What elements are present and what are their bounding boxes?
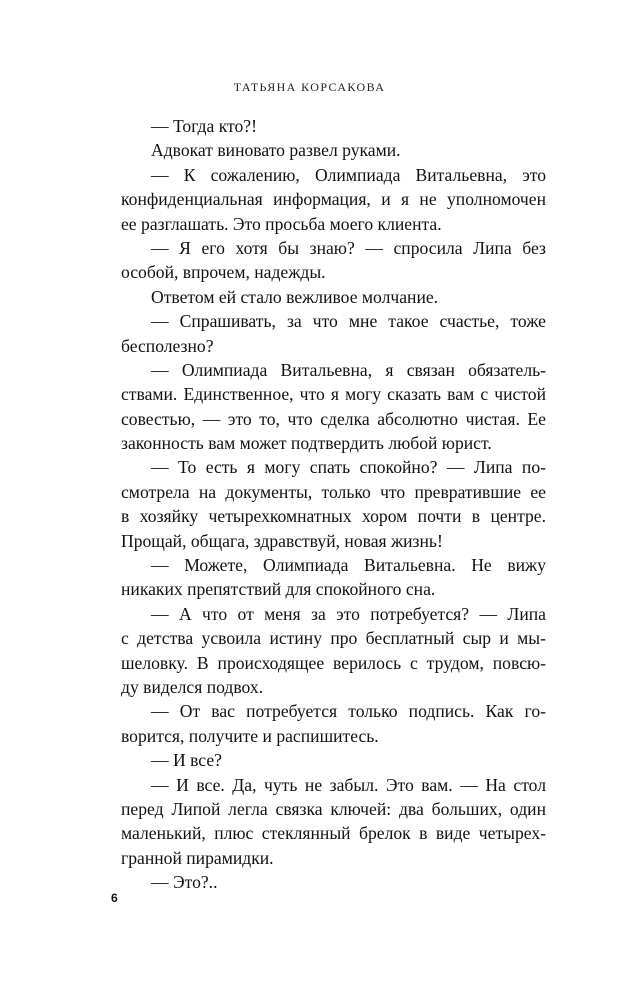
text-line: гранной пирамидки. [121, 847, 274, 868]
text-line: ду виделся подвох. [121, 676, 264, 697]
body-text [121, 114, 546, 895]
text-line: — Спрашивать, за что мне такое счастье, тоже [151, 311, 546, 332]
text-line: Ответом ей стало вежливое молчание. [151, 286, 439, 307]
text-line: — То есть я могу спать спокойно? — Липа по- [151, 457, 546, 478]
text-line: никаких препятствий для спокойного сна. [121, 579, 436, 600]
text-line: — К сожалению, Олимпиада Витальевна, это [151, 164, 546, 185]
text-line: в хозяйку четырехкомнатных хором почти в центре. [121, 506, 546, 527]
text-line: — Олимпиада Витальевна, я связан обязатель- [151, 359, 546, 380]
text-line: особой, впрочем, надежды. [121, 262, 326, 283]
text-line: — Тогда кто?! [151, 116, 257, 136]
text-line: бесполезно? [121, 335, 214, 356]
text-line: — Это?.. [151, 872, 218, 893]
text-line: — Можете, Олимпиада Витальевна. Не вижу [151, 555, 546, 576]
text-line: перед Липой легла связка ключей: два больших, один [121, 798, 546, 819]
text-line: совестью, — это то, что сделка абсолютно чистая. Ее [121, 408, 546, 429]
text-line: ее разглашать. Это просьба моего клиента. [121, 213, 442, 234]
text-line: законность вам может подтвердить любой юрист. [121, 433, 492, 454]
text-line: Адвокат виновато развел руками. [151, 140, 401, 161]
text-line: ствами. Единственное, что я могу сказать вам с чистой [121, 384, 546, 405]
text-line: шеловку. В происходящее верилось с трудом, повсю- [121, 652, 546, 673]
text-line: — И все. Да, чуть не забыл. Это вам. — На стол [151, 774, 546, 795]
text-line: маленький, плюс стеклянный брелок в виде четырех- [121, 823, 546, 844]
text-line: конфиденциальная информация, и я не уполномочен [121, 189, 546, 210]
text-line: ворится, получите и распишитесь. [121, 725, 379, 746]
running-head-author: ТАТЬЯНА КОРСАКОВА [233, 80, 386, 94]
text-line: — И все? [151, 750, 222, 771]
text-line: Прощай, общага, здравствуй, новая жизнь! [121, 530, 443, 551]
text-line: — А что от меня за это потребуется? — Липа [151, 603, 546, 624]
text-line: с детства усвоила истину про бесплатный сыр и мы- [121, 628, 546, 649]
page-number: 6 [111, 891, 118, 905]
text-line: смотрела на документы, только что превратившие ее [121, 481, 546, 502]
text-line: — От вас потребуется только подпись. Как го- [151, 701, 546, 722]
text-line: — Я его хотя бы знаю? — спросила Липа без [151, 237, 546, 258]
